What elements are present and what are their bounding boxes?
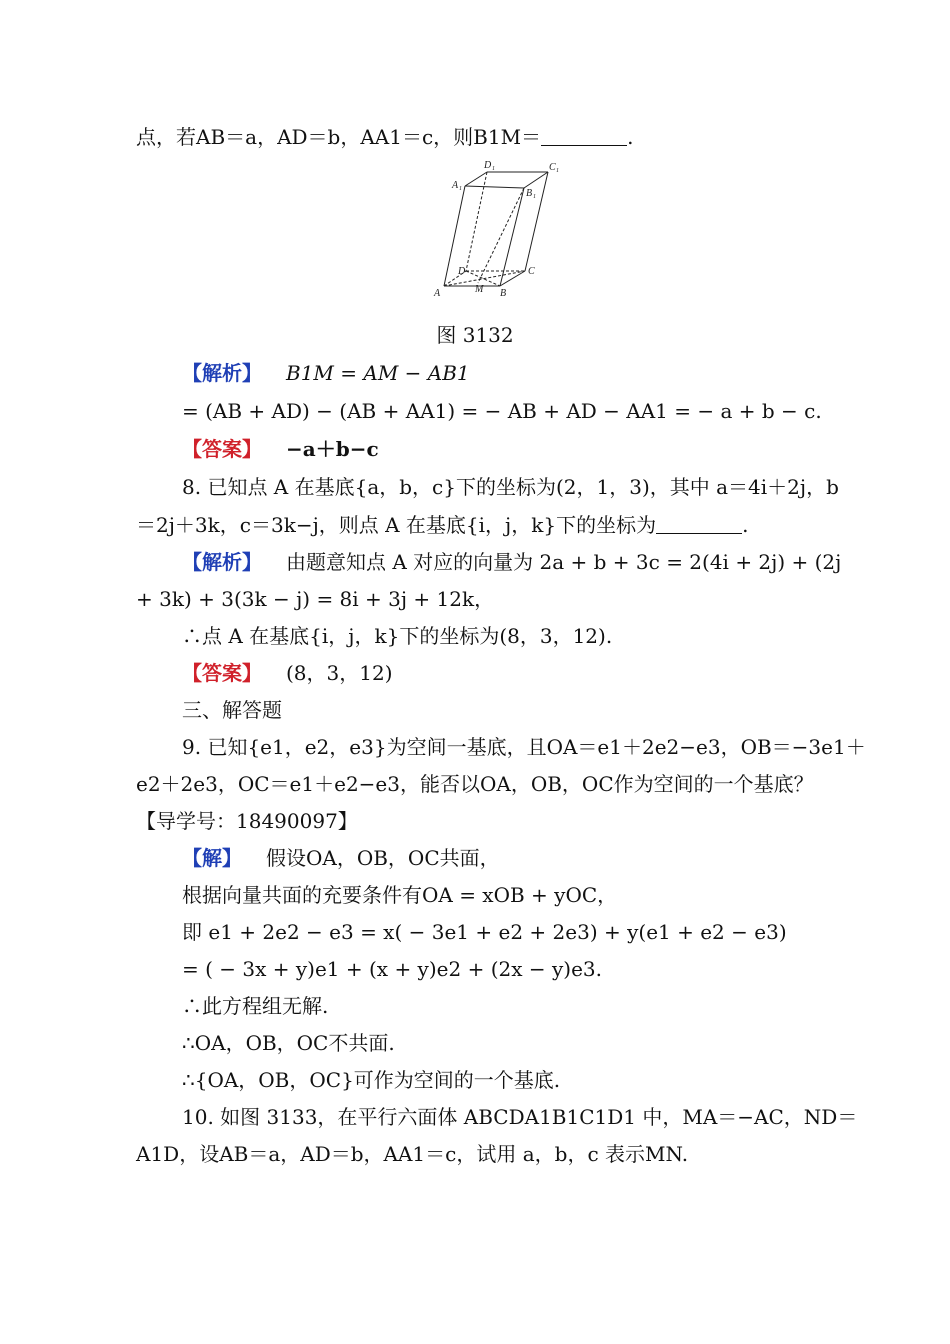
analysis-8-cont: + 3k) + 3(3k − j) = 8i + 3j + 12k，: [136, 587, 495, 611]
problem-10-stem-cont: A1D，设AB＝a，AD＝b，AA1＝c，试用 a，b，c 表示MN.: [136, 1142, 689, 1166]
solution-9-step1: 根据向量共面的充要条件有OA = xOB + yOC，: [182, 883, 618, 907]
solution-9-step5: ∴OA，OB，OC不共面.: [182, 1031, 395, 1055]
problem-8-stem: 8. 已知点 A 在基底{a，b，c}下的坐标为(2，1，3)，其中 a＝4i＋2j，b: [182, 475, 839, 499]
answer-tag: 【答案】: [182, 437, 262, 461]
problem-8-stem-cont: ＝2j＋3k，c＝3k−j，则点 A 在基底{i，j，k}下的坐标为 .: [136, 513, 749, 537]
svg-text:1: 1: [556, 168, 559, 174]
label-m: M: [475, 284, 484, 295]
problem-9-stem-cont: e2＋2e3，OC＝e1＋e2−e3，能否以OA，OB，OC作为空间的一个基底？: [136, 772, 814, 796]
label-b: B: [500, 288, 507, 299]
analysis-8-conclusion: ∴点 A 在基底{i，j，k}下的坐标为(8，3，12).: [182, 624, 613, 648]
analysis-7-cont: = (AB + AD) − (AB + AA1) = − AB + AD − AA1 = − a + b − c.: [182, 399, 822, 423]
problem-10-stem: 10. 如图 3133，在平行六面体 ABCDA1B1C1D1 中，MA＝−AC，ND＝: [182, 1105, 858, 1129]
answer-blank: [656, 511, 742, 534]
solution-9-step2: 即 e1 + 2e2 − e3 = x( − 3e1 + e2 + 2e3) + y(e1 + e2 − e3): [182, 920, 787, 944]
problem-7-stem: 点，若AB＝a，AD＝b，AA1＝c，则B1M＝ .: [136, 125, 634, 149]
label-c: C: [528, 266, 535, 277]
answer-tag: 【答案】: [182, 661, 262, 685]
parallelepiped-figure: [420, 156, 560, 306]
label-b1: B: [526, 188, 533, 199]
label-d: D: [458, 266, 466, 277]
solution-9-step4: ∴此方程组无解.: [182, 994, 329, 1018]
svg-text:1: 1: [533, 194, 536, 200]
analysis-tag: 【解析】: [182, 361, 262, 385]
figure-caption: 图 3132: [436, 323, 514, 347]
solution-9-step6: ∴{OA，OB，OC}可作为空间的一个基底.: [182, 1068, 561, 1092]
answer-8: 【答案】 (8，3，12): [182, 661, 393, 685]
answer-blank: [541, 123, 627, 146]
analysis-7: 【解析】 B1M = AM − AB1: [182, 361, 470, 385]
guide-number: 【导学号：18490097】: [136, 809, 358, 833]
svg-text:1: 1: [459, 186, 462, 192]
solution-9: 【解】 假设OA，OB，OC共面，: [182, 846, 500, 870]
analysis-tag: 【解析】: [182, 550, 262, 574]
label-a1: A: [452, 180, 459, 191]
label-d1: D: [484, 160, 492, 171]
solution-9-step3: = ( − 3x + y)e1 + (x + y)e2 + (2x − y)e3.: [182, 957, 602, 981]
label-c1: C: [549, 162, 556, 173]
solution-tag: 【解】: [182, 846, 242, 870]
section-heading: 三、解答题: [182, 698, 282, 722]
label-a: A: [434, 288, 441, 299]
svg-text:1: 1: [492, 166, 495, 172]
answer-7: 【答案】 −a＋b−c: [182, 437, 379, 461]
analysis-8: 【解析】 由题意知点 A 对应的向量为 2a + b + 3c = 2(4i + 2j) + (2j: [182, 550, 842, 574]
problem-9-stem: 9. 已知{e1，e2，e3}为空间一基底，且OA＝e1＋2e2−e3，OB＝−3e1＋: [182, 735, 866, 759]
